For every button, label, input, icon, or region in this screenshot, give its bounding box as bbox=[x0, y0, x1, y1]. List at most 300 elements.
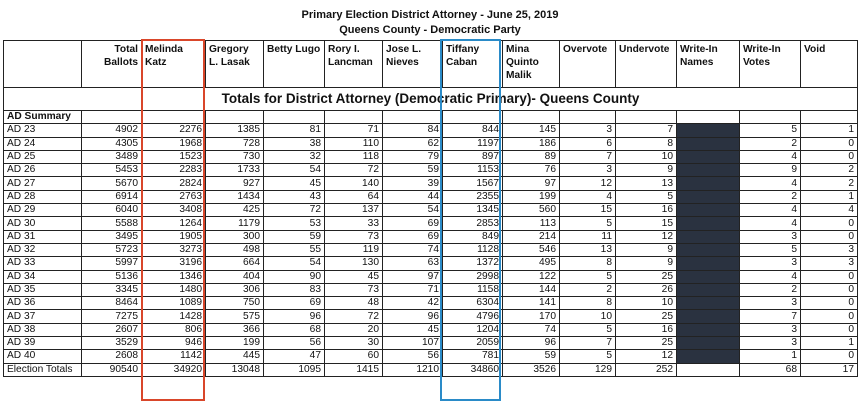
table-cell: 84 bbox=[383, 124, 443, 137]
table-row bbox=[4, 137, 858, 150]
redacted-cell bbox=[677, 137, 740, 150]
totals-cell: 1210 bbox=[383, 363, 443, 376]
district-label: AD 38 bbox=[4, 323, 82, 336]
table-cell: 26 bbox=[616, 283, 677, 296]
table-cell: 16 bbox=[616, 323, 677, 336]
table-cell: 4902 bbox=[82, 124, 142, 137]
table-row bbox=[4, 323, 858, 336]
district-label: AD 32 bbox=[4, 243, 82, 256]
table-cell: 118 bbox=[325, 150, 383, 163]
district-label: AD 35 bbox=[4, 283, 82, 296]
redacted-cell bbox=[677, 164, 740, 177]
table-cell: 62 bbox=[383, 137, 443, 150]
table-cell: 69 bbox=[264, 297, 325, 310]
table-cell: 3345 bbox=[82, 283, 142, 296]
table-cell: 2 bbox=[740, 137, 801, 150]
table-row bbox=[4, 270, 858, 283]
table-cell: 6914 bbox=[82, 190, 142, 203]
table-row bbox=[4, 190, 858, 203]
totals-cell: 1095 bbox=[264, 363, 325, 376]
table-cell: 498 bbox=[206, 243, 264, 256]
table-cell: 13 bbox=[560, 243, 616, 256]
table-cell: 25 bbox=[616, 270, 677, 283]
district-label: AD 31 bbox=[4, 230, 82, 243]
totals-label: Election Totals bbox=[4, 363, 82, 376]
table-row bbox=[4, 164, 858, 177]
summary-cell bbox=[264, 111, 325, 124]
table-cell: 1 bbox=[740, 350, 801, 363]
table-cell: 45 bbox=[325, 270, 383, 283]
table-cell: 2853 bbox=[443, 217, 503, 230]
summary-cell bbox=[443, 111, 503, 124]
table-cell: 113 bbox=[503, 217, 560, 230]
table-cell: 96 bbox=[264, 310, 325, 323]
table-cell: 16 bbox=[616, 204, 677, 217]
table-cell: 7 bbox=[560, 337, 616, 350]
table-cell: 30 bbox=[325, 337, 383, 350]
table-cell: 8 bbox=[616, 137, 677, 150]
table-cell: 9 bbox=[616, 257, 677, 270]
table-cell: 12 bbox=[560, 177, 616, 190]
table-cell: 56 bbox=[383, 350, 443, 363]
summary-cell bbox=[142, 111, 206, 124]
table-cell: 2763 bbox=[142, 190, 206, 203]
table-cell: 5 bbox=[740, 124, 801, 137]
table-cell: 74 bbox=[383, 243, 443, 256]
table-cell: 79 bbox=[383, 150, 443, 163]
table-cell: 3408 bbox=[142, 204, 206, 217]
table-cell: 73 bbox=[325, 283, 383, 296]
table-cell: 2 bbox=[740, 190, 801, 203]
table-cell: 145 bbox=[503, 124, 560, 137]
table-cell: 0 bbox=[801, 283, 858, 296]
table-cell: 20 bbox=[325, 323, 383, 336]
table-row bbox=[4, 257, 858, 270]
table-cell: 3196 bbox=[142, 257, 206, 270]
table-cell: 781 bbox=[443, 350, 503, 363]
district-label: AD 28 bbox=[4, 190, 82, 203]
table-cell: 214 bbox=[503, 230, 560, 243]
table-cell: 8464 bbox=[82, 297, 142, 310]
table-cell: 6040 bbox=[82, 204, 142, 217]
district-label: AD 36 bbox=[4, 297, 82, 310]
table-cell: 806 bbox=[142, 323, 206, 336]
column-header: Gregory L. Lasak bbox=[206, 41, 264, 88]
totals-cell: 17 bbox=[801, 363, 858, 376]
table-cell: 63 bbox=[383, 257, 443, 270]
table-cell: 1089 bbox=[142, 297, 206, 310]
table-cell: 0 bbox=[801, 137, 858, 150]
table-cell: 140 bbox=[325, 177, 383, 190]
column-header: Tiffany Caban bbox=[443, 41, 503, 88]
table-cell: 3 bbox=[801, 257, 858, 270]
table-cell: 1 bbox=[801, 337, 858, 350]
table-cell: 3489 bbox=[82, 150, 142, 163]
table-cell: 849 bbox=[443, 230, 503, 243]
table-cell: 1158 bbox=[443, 283, 503, 296]
table-row bbox=[4, 217, 858, 230]
table-cell: 7 bbox=[560, 150, 616, 163]
summary-cell bbox=[560, 111, 616, 124]
column-header: Jose L. Nieves bbox=[383, 41, 443, 88]
table-cell: 300 bbox=[206, 230, 264, 243]
district-label: AD 25 bbox=[4, 150, 82, 163]
table-cell: 3 bbox=[560, 124, 616, 137]
table-cell: 42 bbox=[383, 297, 443, 310]
table-cell: 4 bbox=[740, 150, 801, 163]
table-cell: 1567 bbox=[443, 177, 503, 190]
table-cell: 1153 bbox=[443, 164, 503, 177]
table-cell: 9 bbox=[616, 164, 677, 177]
table-cell: 69 bbox=[383, 217, 443, 230]
table-cell: 1480 bbox=[142, 283, 206, 296]
table-cell: 5453 bbox=[82, 164, 142, 177]
totals-cell: 13048 bbox=[206, 363, 264, 376]
table-cell: 1128 bbox=[443, 243, 503, 256]
district-label: AD 24 bbox=[4, 137, 82, 150]
table-cell: 96 bbox=[503, 337, 560, 350]
table-cell: 3 bbox=[740, 230, 801, 243]
table-cell: 897 bbox=[443, 150, 503, 163]
header-row bbox=[4, 41, 858, 88]
column-header: Rory I. Lancman bbox=[325, 41, 383, 88]
table-cell: 130 bbox=[325, 257, 383, 270]
district-label: AD 23 bbox=[4, 124, 82, 137]
table-cell: 4 bbox=[801, 204, 858, 217]
table-row bbox=[4, 124, 858, 137]
table-cell: 45 bbox=[264, 177, 325, 190]
table-cell: 2059 bbox=[443, 337, 503, 350]
table-cell: 2283 bbox=[142, 164, 206, 177]
table-cell: 59 bbox=[383, 164, 443, 177]
table-cell: 7 bbox=[616, 124, 677, 137]
table-cell: 4 bbox=[560, 190, 616, 203]
table-cell: 11 bbox=[560, 230, 616, 243]
table-cell: 2 bbox=[740, 283, 801, 296]
redacted-cell bbox=[677, 204, 740, 217]
summary-cell bbox=[740, 111, 801, 124]
table-cell: 107 bbox=[383, 337, 443, 350]
totals-cell: 34920 bbox=[142, 363, 206, 376]
table-cell: 39 bbox=[383, 177, 443, 190]
table-cell: 3 bbox=[740, 297, 801, 310]
totals-cell: 68 bbox=[740, 363, 801, 376]
redacted-cell bbox=[677, 257, 740, 270]
table-cell: 199 bbox=[206, 337, 264, 350]
table-cell: 425 bbox=[206, 204, 264, 217]
district-label: AD 30 bbox=[4, 217, 82, 230]
table-cell: 1 bbox=[801, 190, 858, 203]
table-cell: 110 bbox=[325, 137, 383, 150]
redacted-cell bbox=[677, 243, 740, 256]
redacted-cell bbox=[677, 230, 740, 243]
table-cell: 71 bbox=[383, 283, 443, 296]
table-cell: 5 bbox=[560, 270, 616, 283]
table-cell: 445 bbox=[206, 350, 264, 363]
table-cell: 83 bbox=[264, 283, 325, 296]
summary-cell bbox=[206, 111, 264, 124]
table-cell: 12 bbox=[616, 230, 677, 243]
table-cell: 59 bbox=[264, 230, 325, 243]
table-cell: 730 bbox=[206, 150, 264, 163]
table-cell: 97 bbox=[503, 177, 560, 190]
table-cell: 96 bbox=[383, 310, 443, 323]
table-cell: 2 bbox=[560, 283, 616, 296]
table-cell: 144 bbox=[503, 283, 560, 296]
table-cell: 73 bbox=[325, 230, 383, 243]
totals-cell: 3526 bbox=[503, 363, 560, 376]
table-cell: 2276 bbox=[142, 124, 206, 137]
redacted-cell bbox=[677, 217, 740, 230]
table-cell: 76 bbox=[503, 164, 560, 177]
table-cell: 9 bbox=[616, 243, 677, 256]
table-cell: 1204 bbox=[443, 323, 503, 336]
table-cell: 72 bbox=[325, 310, 383, 323]
table-cell: 1197 bbox=[443, 137, 503, 150]
totals-cell bbox=[677, 363, 740, 376]
table-cell: 10 bbox=[616, 297, 677, 310]
redacted-cell bbox=[677, 297, 740, 310]
table-cell: 1905 bbox=[142, 230, 206, 243]
table-cell: 43 bbox=[264, 190, 325, 203]
table-cell: 495 bbox=[503, 257, 560, 270]
table-cell: 59 bbox=[503, 350, 560, 363]
column-header: Write-In Votes bbox=[740, 41, 801, 88]
table-cell: 0 bbox=[801, 230, 858, 243]
table-cell: 575 bbox=[206, 310, 264, 323]
column-header: Mina Quinto Malik bbox=[503, 41, 560, 88]
summary-cell bbox=[801, 111, 858, 124]
table-cell: 4796 bbox=[443, 310, 503, 323]
table-cell: 170 bbox=[503, 310, 560, 323]
district-label: AD 27 bbox=[4, 177, 82, 190]
redacted-cell bbox=[677, 190, 740, 203]
table-cell: 3273 bbox=[142, 243, 206, 256]
table-cell: 0 bbox=[801, 310, 858, 323]
table-cell: 5 bbox=[616, 190, 677, 203]
table-cell: 728 bbox=[206, 137, 264, 150]
table-cell: 0 bbox=[801, 350, 858, 363]
table-cell: 306 bbox=[206, 283, 264, 296]
table-cell: 72 bbox=[264, 204, 325, 217]
summary-cell bbox=[82, 111, 142, 124]
redacted-cell bbox=[677, 124, 740, 137]
table-cell: 8 bbox=[560, 257, 616, 270]
column-header: Melinda Katz bbox=[142, 41, 206, 88]
table-cell: 15 bbox=[616, 217, 677, 230]
table-cell: 3 bbox=[740, 323, 801, 336]
table-cell: 6304 bbox=[443, 297, 503, 310]
table-cell: 560 bbox=[503, 204, 560, 217]
table-cell: 3495 bbox=[82, 230, 142, 243]
totals-cell: 129 bbox=[560, 363, 616, 376]
table-cell: 946 bbox=[142, 337, 206, 350]
district-label: AD 29 bbox=[4, 204, 82, 217]
table-cell: 1372 bbox=[443, 257, 503, 270]
redacted-cell bbox=[677, 323, 740, 336]
table-cell: 1 bbox=[801, 124, 858, 137]
column-header: Total Ballots bbox=[82, 41, 142, 88]
table-cell: 54 bbox=[264, 164, 325, 177]
summary-cell bbox=[616, 111, 677, 124]
redacted-cell bbox=[677, 270, 740, 283]
table-cell: 5588 bbox=[82, 217, 142, 230]
table-cell: 2998 bbox=[443, 270, 503, 283]
table-cell: 54 bbox=[264, 257, 325, 270]
table-cell: 0 bbox=[801, 323, 858, 336]
column-header: Undervote bbox=[616, 41, 677, 88]
table-cell: 0 bbox=[801, 150, 858, 163]
district-label: AD 39 bbox=[4, 337, 82, 350]
table-cell: 0 bbox=[801, 297, 858, 310]
table-cell: 1385 bbox=[206, 124, 264, 137]
table-cell: 3529 bbox=[82, 337, 142, 350]
table-cell: 3 bbox=[801, 243, 858, 256]
table-cell: 72 bbox=[325, 164, 383, 177]
totals-cell: 90540 bbox=[82, 363, 142, 376]
summary-cell bbox=[383, 111, 443, 124]
table-cell: 1345 bbox=[443, 204, 503, 217]
table-cell: 89 bbox=[503, 150, 560, 163]
table-cell: 10 bbox=[616, 150, 677, 163]
table-cell: 44 bbox=[383, 190, 443, 203]
table-cell: 3 bbox=[740, 337, 801, 350]
table-cell: 5136 bbox=[82, 270, 142, 283]
table-cell: 10 bbox=[560, 310, 616, 323]
table-cell: 1179 bbox=[206, 217, 264, 230]
redacted-cell bbox=[677, 310, 740, 323]
table-cell: 1428 bbox=[142, 310, 206, 323]
district-label: AD 26 bbox=[4, 164, 82, 177]
redacted-cell bbox=[677, 337, 740, 350]
table-cell: 32 bbox=[264, 150, 325, 163]
table-cell: 1142 bbox=[142, 350, 206, 363]
table-cell: 2824 bbox=[142, 177, 206, 190]
table-cell: 2607 bbox=[82, 323, 142, 336]
table-cell: 60 bbox=[325, 350, 383, 363]
table-cell: 64 bbox=[325, 190, 383, 203]
column-header: Void bbox=[801, 41, 858, 88]
table-cell: 1346 bbox=[142, 270, 206, 283]
table-cell: 71 bbox=[325, 124, 383, 137]
table-cell: 69 bbox=[383, 230, 443, 243]
summary-row bbox=[4, 111, 858, 124]
table-cell: 2 bbox=[801, 164, 858, 177]
table-cell: 13 bbox=[616, 177, 677, 190]
table-row bbox=[4, 283, 858, 296]
table-cell: 1523 bbox=[142, 150, 206, 163]
table-cell: 8 bbox=[560, 297, 616, 310]
table-row bbox=[4, 310, 858, 323]
table-cell: 81 bbox=[264, 124, 325, 137]
table-cell: 68 bbox=[264, 323, 325, 336]
table-cell: 2 bbox=[801, 177, 858, 190]
table-cell: 2355 bbox=[443, 190, 503, 203]
table-cell: 750 bbox=[206, 297, 264, 310]
table-cell: 15 bbox=[560, 204, 616, 217]
table-cell: 3 bbox=[740, 257, 801, 270]
table-cell: 5 bbox=[560, 350, 616, 363]
table-cell: 38 bbox=[264, 137, 325, 150]
table-cell: 47 bbox=[264, 350, 325, 363]
table-row bbox=[4, 177, 858, 190]
district-label: AD 33 bbox=[4, 257, 82, 270]
table-cell: 5670 bbox=[82, 177, 142, 190]
table-cell: 137 bbox=[325, 204, 383, 217]
table-row bbox=[4, 150, 858, 163]
summary-cell bbox=[325, 111, 383, 124]
table-cell: 7 bbox=[740, 310, 801, 323]
table-cell: 53 bbox=[264, 217, 325, 230]
table-cell: 25 bbox=[616, 337, 677, 350]
table-cell: 90 bbox=[264, 270, 325, 283]
table-row bbox=[4, 204, 858, 217]
column-header: Betty Lugo bbox=[264, 41, 325, 88]
table-cell: 1733 bbox=[206, 164, 264, 177]
table-cell: 844 bbox=[443, 124, 503, 137]
summary-cell bbox=[677, 111, 740, 124]
report-subtitle: Queens County - Democratic Party bbox=[339, 24, 521, 36]
table-cell: 366 bbox=[206, 323, 264, 336]
redacted-cell bbox=[677, 177, 740, 190]
table-cell: 5 bbox=[560, 217, 616, 230]
table-cell: 1968 bbox=[142, 137, 206, 150]
banner-row bbox=[4, 88, 858, 111]
report-title: Primary Election District Attorney - June 25, 2019 bbox=[301, 9, 559, 21]
column-header bbox=[4, 41, 82, 88]
table-cell: 546 bbox=[503, 243, 560, 256]
table-cell: 5 bbox=[740, 243, 801, 256]
table-cell: 404 bbox=[206, 270, 264, 283]
table-cell: 119 bbox=[325, 243, 383, 256]
table-cell: 5 bbox=[560, 323, 616, 336]
table-cell: 141 bbox=[503, 297, 560, 310]
table-cell: 25 bbox=[616, 310, 677, 323]
totals-row bbox=[4, 363, 858, 376]
redacted-cell bbox=[677, 350, 740, 363]
table-cell: 4305 bbox=[82, 137, 142, 150]
table-cell: 12 bbox=[616, 350, 677, 363]
totals-cell: 252 bbox=[616, 363, 677, 376]
column-header: Overvote bbox=[560, 41, 616, 88]
table-cell: 9 bbox=[740, 164, 801, 177]
table-banner: Totals for District Attorney (Democratic Primary)- Queens County bbox=[4, 88, 858, 111]
table-cell: 56 bbox=[264, 337, 325, 350]
table-cell: 33 bbox=[325, 217, 383, 230]
table-row bbox=[4, 337, 858, 350]
table-cell: 0 bbox=[801, 217, 858, 230]
table-cell: 48 bbox=[325, 297, 383, 310]
district-label: AD 37 bbox=[4, 310, 82, 323]
table-cell: 199 bbox=[503, 190, 560, 203]
table-cell: 5997 bbox=[82, 257, 142, 270]
table-cell: 45 bbox=[383, 323, 443, 336]
table-cell: 74 bbox=[503, 323, 560, 336]
table-row bbox=[4, 230, 858, 243]
table-cell: 7275 bbox=[82, 310, 142, 323]
table-cell: 6 bbox=[560, 137, 616, 150]
table-cell: 97 bbox=[383, 270, 443, 283]
table-cell: 122 bbox=[503, 270, 560, 283]
district-label: AD 34 bbox=[4, 270, 82, 283]
column-header: Write-In Names bbox=[677, 41, 740, 88]
totals-cell: 34860 bbox=[443, 363, 503, 376]
table-cell: 4 bbox=[740, 177, 801, 190]
table-cell: 4 bbox=[740, 217, 801, 230]
table-cell: 4 bbox=[740, 270, 801, 283]
table-cell: 1264 bbox=[142, 217, 206, 230]
summary-label: AD Summary bbox=[4, 111, 82, 124]
